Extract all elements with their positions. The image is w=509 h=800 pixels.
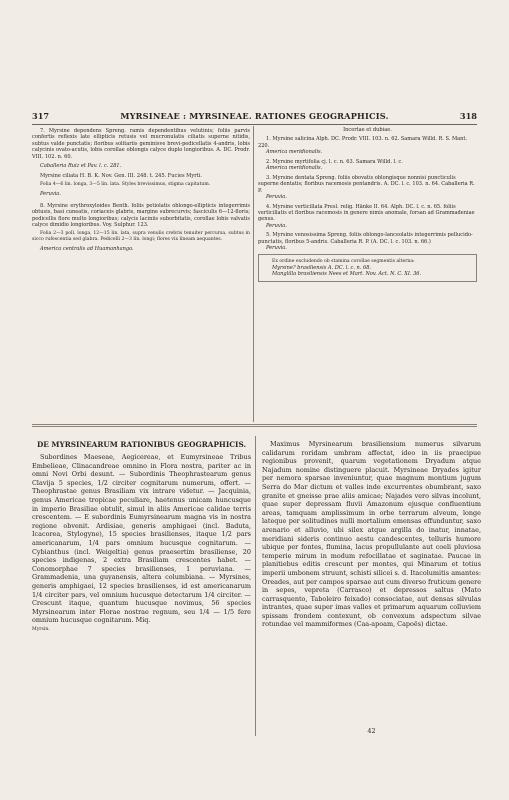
section-rule: [32, 424, 477, 425]
running-title: MYRSINEAE : MYRSINEAE. RATIONES GEOGRAPHICIS.: [120, 111, 389, 121]
body-paragraph: Maximus Myrsinearum brasiliensium numerus silvarum calidarum roridam umbram affectat, ideo in iis praecipue regionibus provenit, quarum vegetationem Dryadum atque Najadum nomine distinguere placuit. Myrsineae Dryades igitur per nemora sparsae inveniuntur, quae magnum montium jugum Serra do Mar dictum et valles inde excurrentes obumbrant, saxo granite et gneisse prae aliis amicae; Najades vero silvas incolunt, quae super depressam fluvii Amazonum ejusque confluentium areas, tamquam amplissimum in orbe terrarum alveum, longe lateque per solitudines nulli mortalium emensas effunduntur, saxo arenario et alluvio, ubi silex atque argilla do inatur, innatae, meridiani sideris continuo aestu candescentes, telluris humore ubique per fontes, flumina, lacus propullulante aut coeli pluviosa temperie mirum in modum refocillatae et saginatae. Paucae in planitiebus editis crescunt per montes, qui Minarum et totius imperii umbonem struunt, schisti silicei s. d. Itacolumitis amantes: Oreades, aut per campos sparsae aut cum diverso fruticum genere in sepes, vepreta (Carrasco) et depressos saltus (Mato carrasquento, Taboleiro feixado) consociatae, aut densas silvulas intrantes, quae super imas valles et primarum aquarum colluviem spissam frondem contexunt, ob convexum adspectum silvae rotundae vel mammiformes (Caa-apoam, Capoës) dictae.: [262, 440, 481, 629]
locality: America meridionalis.: [266, 149, 323, 156]
page-number-left: 317: [32, 111, 50, 121]
dubious-species-entry: 3. Myrsine dentata Spreng. foliis obovatis oblongisque nonnisi puncticulis superne dentatis; floribus racemosis pentandris. A. DC. l. c. 103. n. 64. Caballeria R. P.: [258, 174, 475, 194]
excluded-species-box: [258, 254, 477, 282]
synonym: Caballeria Ruiz et Pav. l. c. 281.: [40, 163, 122, 170]
locality: Peruvia.: [266, 194, 287, 201]
excluded-species: Myrsine? brasiliensis A. DC. l. c. n. 68.: [272, 264, 372, 271]
column-divider: [255, 436, 256, 736]
description-note: Folia 2—3 poll. longa, 12—15 lin. lata, supra venulis crebris tenuiter percursa, subtus in sicco rufescentia sed glabra. Pedicelli 2—3 lin. longi; flores vix lineam aequantes.: [32, 231, 250, 243]
section-rule: [32, 426, 477, 427]
column-divider: [253, 126, 254, 422]
page-number-right: 318: [459, 111, 477, 121]
excluded-species: Manglilla brasiliensis Nees et Mart. Nov. Act. N. C. XI. 36.: [272, 271, 422, 278]
header-rule: [32, 124, 477, 125]
top-left-column: [32, 128, 250, 253]
dubious-species-entry: 2. Myrsine myrtifolia cj. l. c. n. 63. Samara Willd. l. c.: [266, 158, 403, 165]
dubious-species-entry: 4. Myrsine verticillata Presl. relig. Hänke II. 64. Alph. DC. l. c. n. 65. foliis verticillatis et floribus racemosis in genere nimis anomale, forsan ad Grammadeniae genus.: [258, 203, 475, 223]
species-entry: 7. Myrsine dependens Spreng. ramis dependentibus velutinis; foliis parvis confertis reflexis late ellipticis retusis vel mucronulatis ciliatis superne nitidis, subtus valde punctatis; floribus solitariis geminisve brevi-pedicellatis 4-andris, lobis calycinis ovato-acutis, lobis corollae oblongis calyce duplo longioribus. A. DC. Prodr. VIII. 102. n. 60.: [32, 128, 250, 160]
species-entry: 8. Myrsine erythroxyloides Benth. foliis petiolatis oblongo-ellipticis integerrimis obtusis, basi cuneatis, coriaceis glabris, margine subrecurvis; fasciculis 6—12-floris; pedicellis flore multo longioribus; calycis laciniis suborbitatis, corollae lobis valvatis calyce dimidio longioribus. Voy. Sulphur. 123.: [32, 202, 250, 228]
locality: Peruvia.: [40, 191, 61, 198]
description-note: Folia 4—6 lin. longa, 3—5 lin. lata. Styles brevissimus, stigma capitatum.: [40, 182, 211, 188]
section-heading: Incertae et dubiae.: [343, 127, 392, 133]
dubious-species-entry: 5. Myrsine venosissima Spreng. foliis oblongo-lanceolatis integerrimis pellucido-punctatis, floribus 5-andris. Caballeria R. P. (A. DC. l. c. 103. n. 66.): [258, 232, 473, 245]
dubious-species-entry: 1. Myrsine salicina Alph. DC. Prodr. VIII. 103. n. 62. Samara Willd. R. S. Mant. 220.: [258, 136, 468, 149]
signature-number: 42: [367, 727, 376, 735]
signature-line: Myrsin.: [32, 626, 50, 632]
body-paragraph: Subordines Maeseae, Aegicereae, et Eumyrsineae Tribus Embelieae, Clinacandreae omnino in Flora nostra, pariter ac in omni Novi Orbi desunt. — Subordinis Theophrastearum genus Clavija 5 species, 1/2 circiter cognitarum numerum, offert. — Theophrastae genus Brasiliam vix intrare videtur. — Jacquinia, genus Americae tropicae peculiare, haetenus unicam huncusque in imperio Brasiliae obtulit, simul in aliis Americae calidae terris crescentem. — E subordinis Eumyrsinearum magna vis in nostra regione obvenit. Ardisiae, generis amphigaei (incl. Baduta, Icacorea, Stylogyne), 15 species brasilienses, itaque 1/2 pars americanarum, 1/4 pars omnium hucusque cognitarum. — Cybianthus (incl. Weigeltia) genus praesertim brasiliense, 20 species indigenas, 2 extra Brasiliam crescentes habet. — Conomorphae 7 species brasilienses, 1 peruviana. — Grammadenia, una guyanensis, altera columbiana. — Myrsines, generis amphigaei, 12 species brasilienses, id est americanarum 1/4 circiter pars, vel omnium hucusque detectarum 1/4 circiter. — Crescunt itaque, quantum hucusque novimus, 56 species Myrsinearum inter Florae nostrae regnum, seu 1/4 — 1/5 fere omnium hucusque cognitarum. Miq.: [32, 453, 251, 625]
bottom-right-column: [262, 440, 481, 629]
locality: America meridionalis.: [266, 165, 323, 172]
synonym: Myrsine ciliata H. B. K. Nov. Gen. III. 248. t. 245. Fucies Myrti.: [40, 172, 202, 179]
top-right-column: [258, 127, 477, 282]
locality: Peruvia.: [266, 222, 287, 229]
excluded-note: Ex ordine excludendo ob stamina corollae segmentis alterna:: [272, 258, 415, 264]
locality: America centralis ad Huamanhango.: [40, 246, 134, 253]
locality: Peruvia.: [266, 245, 287, 252]
bottom-left-column: [32, 440, 251, 633]
running-header: [32, 111, 477, 123]
section-title: DE MYRSINEARUM RATIONIBUS GEOGRAPHICIS.: [36, 440, 247, 449]
